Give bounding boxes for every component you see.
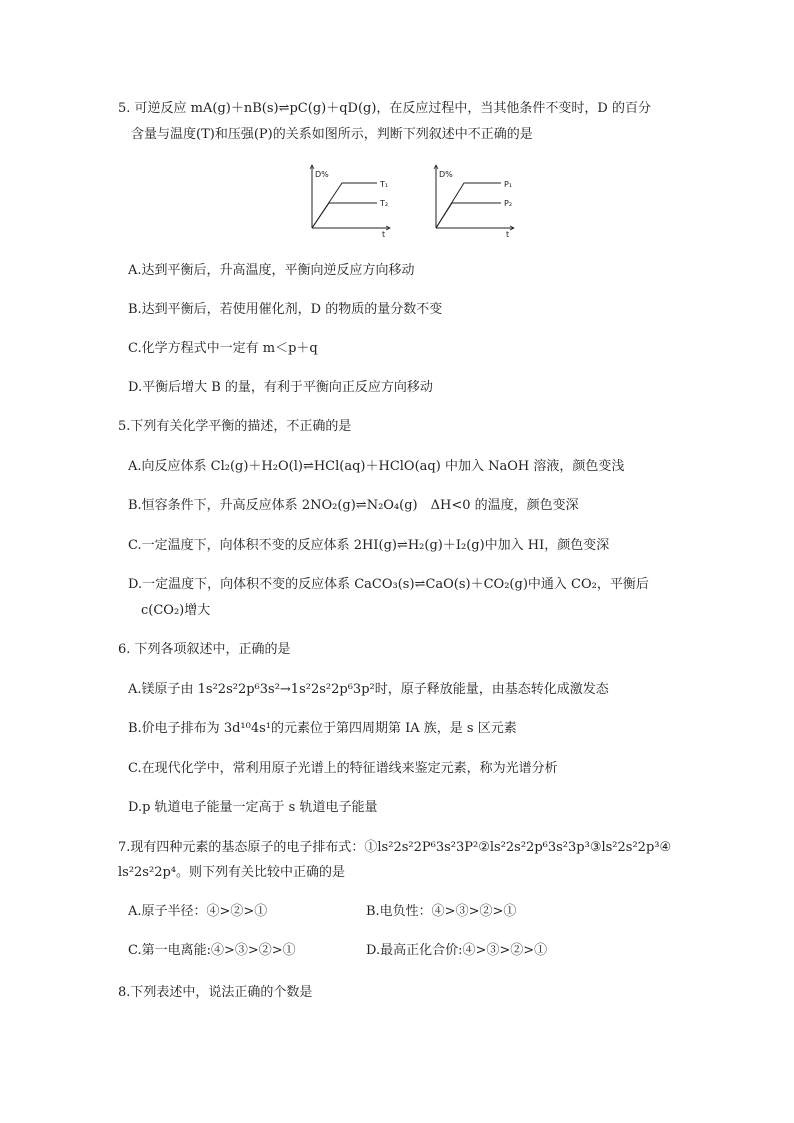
curve-p1 [436,183,501,228]
q7-option-c: C.第一电离能:④>③>②>① [128,943,296,958]
q6-stem: 6. 下列各项叙述中，正确的是 [118,642,291,657]
graph-pressure [436,163,516,238]
graph2-label-p1: P₁ [504,180,513,189]
q5b-option-d-cont: c(CO₂)增大 [141,603,211,618]
q5a-stem-line2: 含量与温度(T)和压强(P)的关系如图所示，判断下列叙述中不正确的是 [131,127,533,142]
q5a-option-b: B.达到平衡后，若使用催化剂，D 的物质的量分数不变 [128,302,443,317]
q6-option-b: B.价电子排布为 3d¹⁰4s¹的元素位于第四周期第 IA 族，是 s 区元素 [128,721,517,736]
q7-stem-line2: ls²2s²2p⁴。则下列有关比较中正确的是 [118,865,345,880]
q6-option-d: D.p 轨道电子能量一定高于 s 轨道电子能量 [128,800,378,815]
q5b-option-d: D.一定温度下，向体积不变的反应体系 CaCO₃(s)⇌CaO(s)＋CO₂(g)中通入 CO₂，平衡后 [128,577,649,592]
q6-option-a: A.镁原子由 1s²2s²2p⁶3s²→1s²2s²2p⁶3p²时，原子释放能量，由基态转化成激发态 [128,682,609,697]
graph1-xlabel: t [382,230,386,239]
q7-option-d: D.最高正化合价:④>③>②>① [366,943,548,958]
graph1-ylabel: D% [315,170,329,179]
q5a-stem-line1: 5. 可逆反应 mA(g)＋nB(s)⇌pC(g)＋qD(g)，在反应过程中，当其他条件不变时，D 的百分 [118,101,651,116]
q5b-stem: 5.下列有关化学平衡的描述，不正确的是 [118,419,352,434]
q5b-option-a: A.向反应体系 Cl₂(g)＋H₂O(l)⇌HCl(aq)＋HClO(aq) 中加入 NaOH 溶液，颜色变浅 [128,459,625,474]
curve-t2 [312,203,377,228]
q7-stem-line1: 7.现有四种元素的基态原子的电子排布式：①ls²2s²2P⁶3s²3P²②ls²2s²2p⁶3s²3p³③ls²2s²2p³④ [118,840,672,855]
q7-option-b: B.电负性：④>③>②>① [366,904,517,919]
graph2-xlabel: t [506,230,510,239]
q5b-option-c: C.一定温度下，向体积不变的反应体系 2HI(g)⇌H₂(g)＋I₂(g)中加入 HI，颜色变深 [128,538,610,553]
graph-temperature [312,163,392,238]
graph2-ylabel: D% [439,170,453,179]
graph1-label-t2: T₂ [380,199,389,208]
q6-option-c: C.在现代化学中，常利用原子光谱上的特征谱线来鉴定元素，称为光谱分析 [128,761,558,776]
q5a-option-a: A.达到平衡后，升高温度，平衡向逆反应方向移动 [128,263,415,278]
q5b-option-b: B.恒容条件下，升高反应体系 2NO₂(g)⇌N₂O₄(g) ΔH<0 的温度，颜色变深 [128,498,579,513]
curve-p2 [436,203,501,228]
q8-stem: 8.下列表述中，说法正确的个数是 [118,985,313,1000]
q5a-option-c: C.化学方程式中一定有 m＜p＋q [128,341,318,356]
graph2-label-p2: P₂ [504,199,513,208]
graph1-label-t1: T₁ [380,180,389,189]
curve-t1 [312,183,377,228]
q5a-option-d: D.平衡后增大 B 的量，有利于平衡向正反应方向移动 [128,380,433,395]
q7-option-a: A.原子半径：④>②>① [128,904,268,919]
